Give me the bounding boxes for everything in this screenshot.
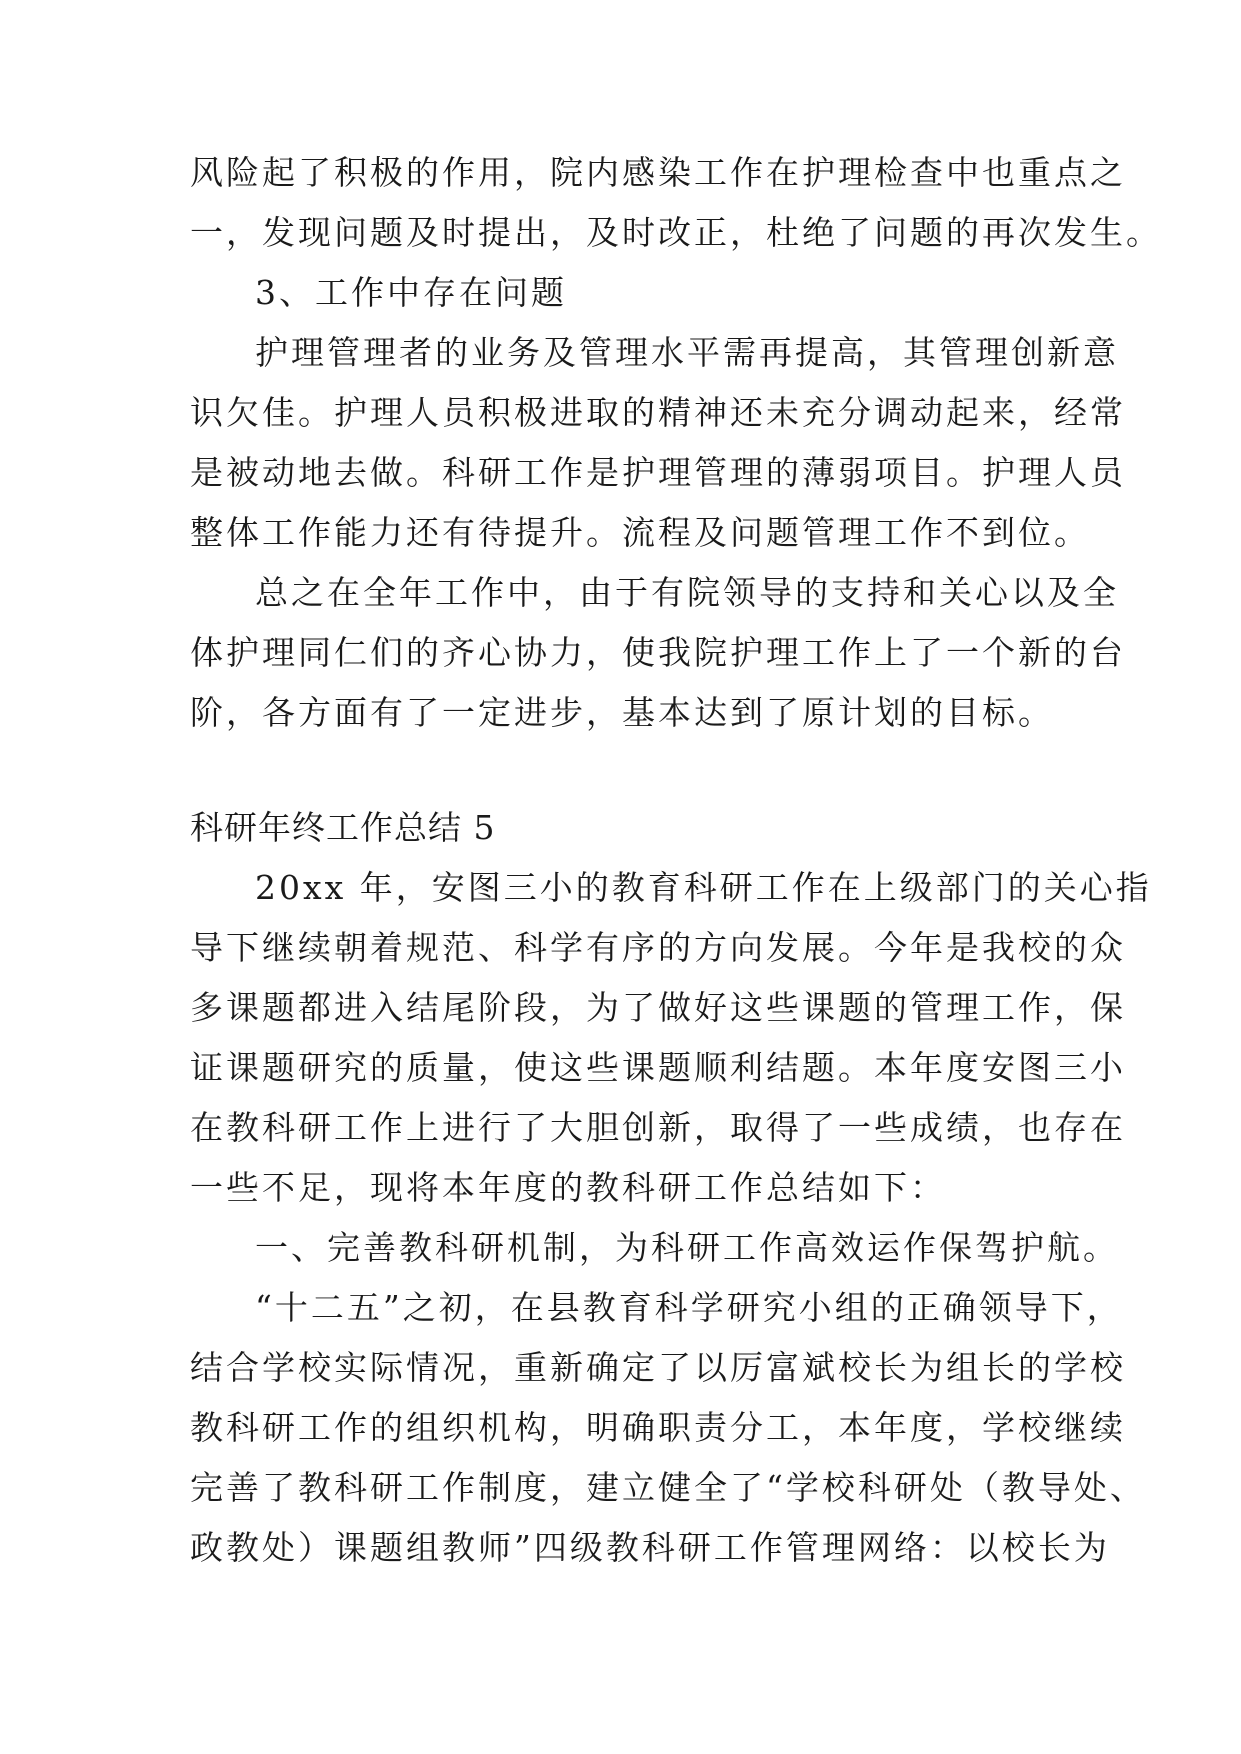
paragraph-line: 在教科研工作上进行了大胆创新，取得了一些成绩，也存在 — [190, 1108, 1126, 1147]
paragraph-line: 多课题都进入结尾阶段，为了做好这些课题的管理工作，保 — [190, 988, 1126, 1027]
paragraph-line: 20xx 年，安图三小的教育科研工作在上级部门的关心指 — [255, 868, 1152, 907]
paragraph-line: 政教处）课题组教师”四级教科研工作管理网络：以校长为 — [190, 1528, 1110, 1567]
paragraph-line: 识欠佳。护理人员积极进取的精神还未充分调动起来，经常 — [190, 393, 1126, 432]
paragraph-line: 结合学校实际情况，重新确定了以厉富斌校长为组长的学校 — [190, 1348, 1126, 1387]
paragraph-line: 总之在全年工作中，由于有院领导的支持和关心以及全 — [255, 573, 1119, 612]
paragraph-line: 完善了教科研工作制度，建立健全了“学校科研处（教导处、 — [190, 1468, 1146, 1507]
paragraph-line: 阶，各方面有了一定进步，基本达到了原计划的目标。 — [190, 693, 1054, 732]
paragraph-line: 教科研工作的组织机构，明确职责分工，本年度，学校继续 — [190, 1408, 1126, 1447]
paragraph-line: 是被动地去做。科研工作是护理管理的薄弱项目。护理人员 — [190, 453, 1126, 492]
paragraph-line: 风险起了积极的作用，院内感染工作在护理检查中也重点之 — [190, 153, 1126, 192]
paragraph-line: 导下继续朝着规范、科学有序的方向发展。今年是我校的众 — [190, 928, 1126, 967]
paragraph-line: “十二五”之初，在县教育科学研究小组的正确领导下， — [255, 1288, 1123, 1327]
paragraph-line: 证课题研究的质量，使这些课题顺利结题。本年度安图三小 — [190, 1048, 1126, 1087]
paragraph-line: 整体工作能力还有待提升。流程及问题管理工作不到位。 — [190, 513, 1090, 552]
paragraph-line: 护理管理者的业务及管理水平需再提高，其管理创新意 — [255, 333, 1119, 372]
paragraph-line: 一些不足，现将本年度的教科研工作总结如下： — [190, 1168, 946, 1207]
section-heading: 科研年终工作总结 5 — [190, 808, 496, 847]
paragraph-line: 一，发现问题及时提出，及时改正，杜绝了问题的再次发生。 — [190, 213, 1162, 252]
paragraph-line: 体护理同仁们的齐心协力，使我院护理工作上了一个新的台 — [190, 633, 1126, 672]
section-subheading: 3、工作中存在问题 — [255, 273, 567, 312]
section-subheading: 一、完善教科研机制，为科研工作高效运作保驾护航。 — [255, 1228, 1119, 1267]
